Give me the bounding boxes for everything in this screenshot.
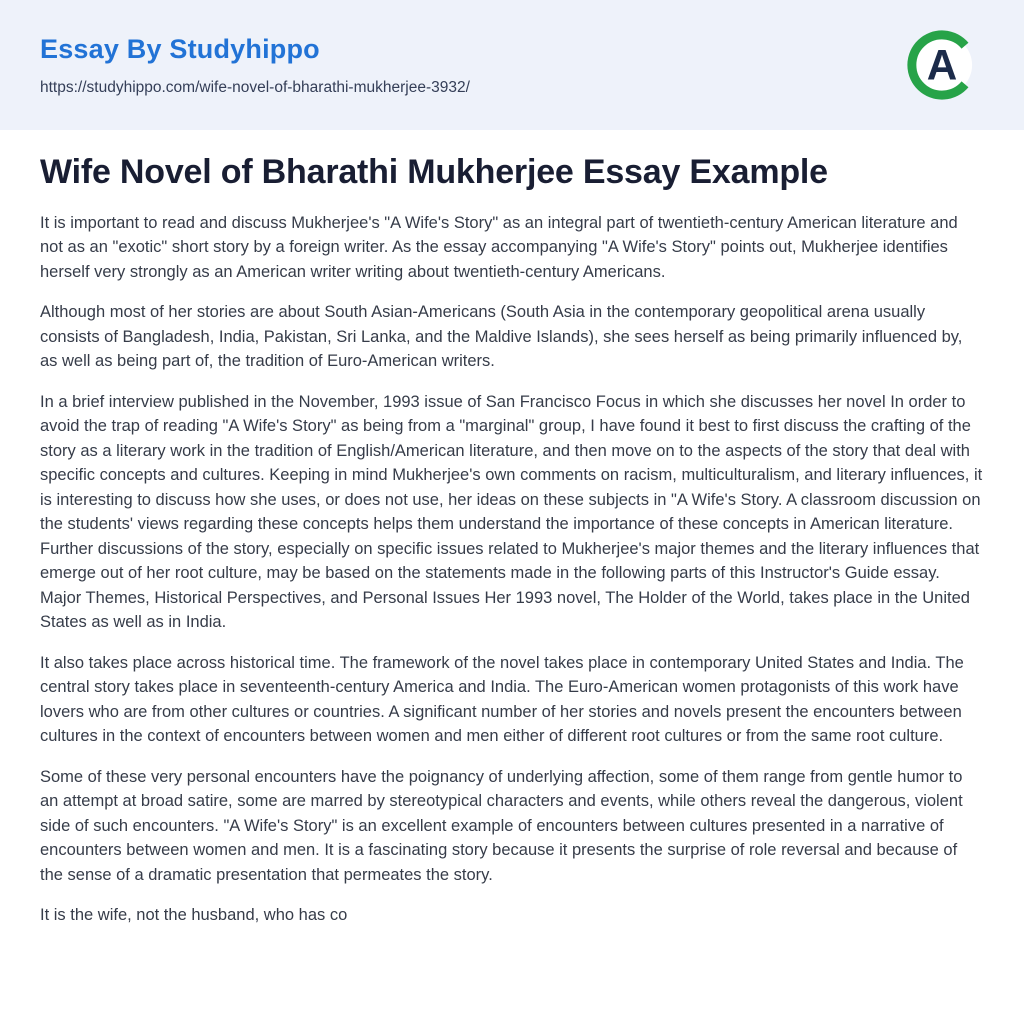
essay-paragraph-1: It is important to read and discuss Mukherjee's "A Wife's Story" as an integral part of twentieth-century American literature and not as an "exotic" short story by a foreign writer. As the essay accompanying "A Wife's Story" points out, Mukherjee identifies herself very strongly as an American writer writing about twentieth-century Americans. xyxy=(40,213,958,281)
essay-paragraph-5: Some of these very personal encounters have the poignancy of underlying affection, some of them range from gentle humor to an attempt at broad satire, some are marred by stereotypical characters and events, while others reveal the dangerous, violent side of such encounters. "A Wife's Story" is an excellent example of encounters between cultures presented in a narrative of encounters between women and men. It is a fascinating story because it presents the surprise of role reversal and because of the sense of a dramatic presentation that permeates the story. xyxy=(40,767,963,884)
essay-content xyxy=(0,130,1024,984)
essay-paragraph-3: In a brief interview published in the November, 1993 issue of San Francisco Focus in which she discusses her novel In order to avoid the trap of reading "A Wife's Story" as being from a "marginal" group, I have found it best to first discuss the crafting of the story as a literary work in the tradition of English/American literature, and then move on to the aspects of the story that deal with specific concepts and cultures. Keeping in mind Mukherjee's own comments on racism, multiculturalism, and literary influences, it is interesting to discuss how she uses, or does not use, her ideas on these subjects in "A Wife's Story. A classroom discussion on the students' views regarding these concepts helps them understand the importance of these concepts in American literature. Further discussions of the story, especially on specific issues related to Mukherjee's major themes and the literary influences that emerge out of her root culture, may be based on the statements made in the following parts of this Instructor's Guide essay. Major Themes, Historical Perspectives, and Personal Issues Her 1993 novel, The Holder of the World, takes place in the United States as well as in India. xyxy=(40,392,983,632)
essay-paragraph-4: It also takes place across historical time. The framework of the novel takes place in contemporary United States and India. The central story takes place in seventeenth-century America and India. The Euro-American women protagonists of this work have lovers who are from other cultures or countries. A significant number of her stories and novels present the encounters between cultures in the context of encounters between women and men either of different root cultures or from the same root culture. xyxy=(40,653,964,746)
essay-title: Wife Novel of Bharathi Mukherjee Essay Example xyxy=(40,153,828,191)
studyhippo-logo-icon xyxy=(904,27,980,103)
studyhippo-logo[interactable] xyxy=(904,27,980,103)
source-url: https://studyhippo.com/wife-novel-of-bharathi-mukherjee-3932/ xyxy=(40,78,470,96)
header-text-block xyxy=(40,34,470,97)
site-header xyxy=(0,0,1024,130)
essay-paragraph-6: It is the wife, not the husband, who has co xyxy=(40,906,348,925)
logo-letter: A xyxy=(926,41,958,89)
brand-link[interactable]: Essay By Studyhippo xyxy=(40,33,320,64)
essay-paragraph-2: Although most of her stories are about South Asian-Americans (South Asia in the contemporary geopolitical arena usually consists of Bangladesh, India, Pakistan, Sri Lanka, and the Maldive Islands), she sees herself as being primarily influenced by, as well as being part of, the tradition of Euro-American writers. xyxy=(40,303,963,371)
